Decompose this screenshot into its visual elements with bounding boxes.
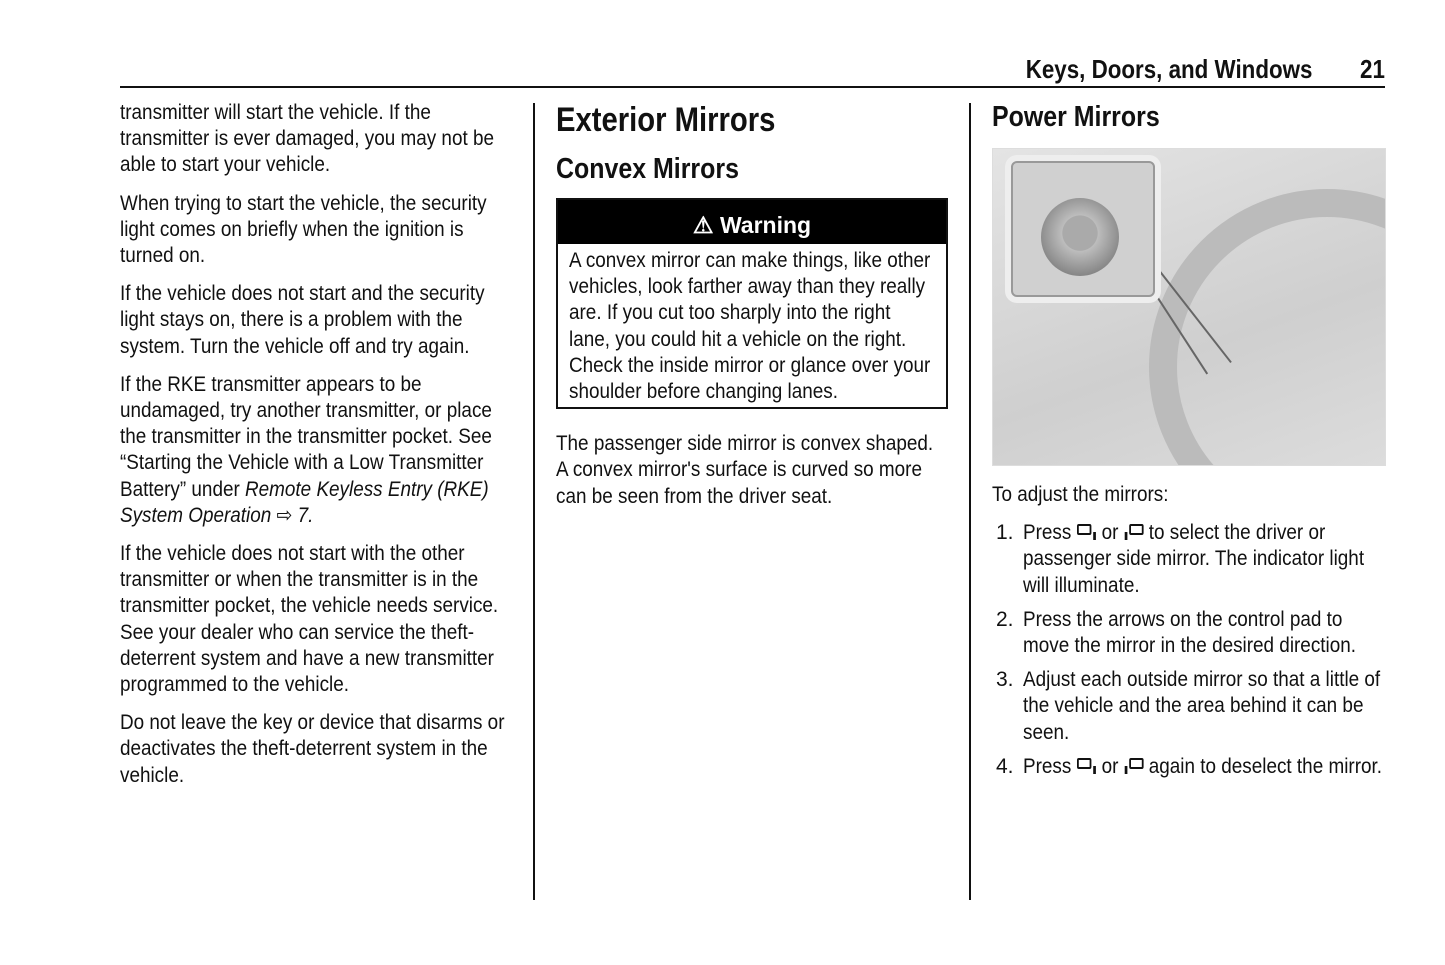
warning-text: A convex mirror can make things, like other vehicles, look farther away than they really are. If you cut too sharply into the right lane, you could hit a vehicle on the right. Check the inside mirror or glance over your shoulder before changing lanes.	[569, 249, 931, 404]
column-right	[992, 100, 1385, 788]
paragraph: transmitter will start the vehicle. If the transmitter is ever damaged, you may not be able to start your vehicle.	[120, 101, 494, 177]
paragraph-rke: If the RKE transmitter appears to be undamaged, try another transmitter, or place the transmitter in the transmitter pocket. See “Starting the Vehicle with a Low Transmitter Battery” under Remote Keyless Entry (RKE) System Operation ⇨ 7.	[120, 372, 492, 527]
intro-text: To adjust the mirrors:	[992, 483, 1169, 506]
chapter-title: Keys, Doors, and Windows	[1025, 54, 1312, 84]
column-middle	[556, 100, 948, 522]
mirror-switch-inset	[1011, 161, 1155, 297]
step-text: or	[1101, 521, 1119, 545]
paragraph: Do not leave the key or device that disarms or deactivates the theft-deterrent system in the vehicle.	[120, 711, 505, 787]
section-title: Power Mirrors	[992, 101, 1160, 133]
mirror-control-pad	[1041, 198, 1119, 276]
steps-list	[992, 520, 1385, 780]
paragraph: When trying to start the vehicle, the security light comes on briefly when the ignition is turned on.	[120, 191, 487, 268]
step-text: Press	[1023, 754, 1072, 778]
paragraph: The passenger side mirror is convex shaped. A convex mirror's surface is curved so more can be seen from the driver seat.	[556, 432, 934, 508]
driver-mirror-icon	[1077, 758, 1097, 774]
passenger-mirror-icon	[1124, 524, 1144, 540]
step-number: 1.	[996, 521, 1014, 545]
page-reference[interactable]: 7.	[297, 503, 314, 527]
step-text: Adjust each outside mirror so that a little of the vehicle and the area behind it can be seen.	[1023, 668, 1381, 744]
step-text: to select the driver or passenger side mirror. The indicator light will illuminate.	[1023, 521, 1365, 597]
column-left	[120, 100, 520, 801]
warning-box	[556, 198, 948, 409]
column-divider	[533, 103, 535, 900]
step-number: 3.	[996, 668, 1014, 692]
step-number: 4.	[996, 754, 1014, 778]
arrow-icon: ⇨	[276, 503, 293, 527]
passenger-mirror-icon	[1124, 758, 1144, 774]
list-item	[992, 754, 1385, 780]
cross-reference-link[interactable]: Remote Keyless Entry (RKE) System Operation	[120, 477, 489, 527]
list-item	[992, 607, 1385, 659]
page-number: 21	[1360, 54, 1385, 84]
warning-header	[558, 200, 946, 244]
column-divider	[969, 103, 971, 900]
step-text: Press the arrows on the control pad to move the mirror in the desired direction.	[1023, 607, 1356, 658]
mirror-control-illustration	[992, 148, 1386, 466]
paragraph: If the vehicle does not start with the other transmitter or when the transmitter is in the transmitter pocket, the vehicle needs service. See your dealer who can service the theft-deterrent system and have a new transmitter programmed to the vehicle.	[120, 542, 499, 697]
step-number: 2.	[996, 607, 1014, 631]
step-text: again to deselect the mirror.	[1148, 754, 1383, 778]
page-header	[120, 52, 1385, 88]
step-text: Press	[1023, 521, 1072, 545]
list-item	[992, 667, 1385, 746]
driver-mirror-icon	[1077, 524, 1097, 540]
step-text: or	[1101, 754, 1119, 778]
list-item	[992, 520, 1385, 599]
steering-wheel-shape	[1149, 189, 1386, 466]
warning-label: Warning	[719, 212, 812, 238]
subsection-title: Convex Mirrors	[556, 153, 739, 185]
paragraph: If the vehicle does not start and the security light stays on, there is a problem with the system. Turn the vehicle off and try again.	[120, 282, 485, 358]
section-title: Exterior Mirrors	[556, 101, 776, 139]
warning-icon: ⚠	[692, 212, 714, 238]
